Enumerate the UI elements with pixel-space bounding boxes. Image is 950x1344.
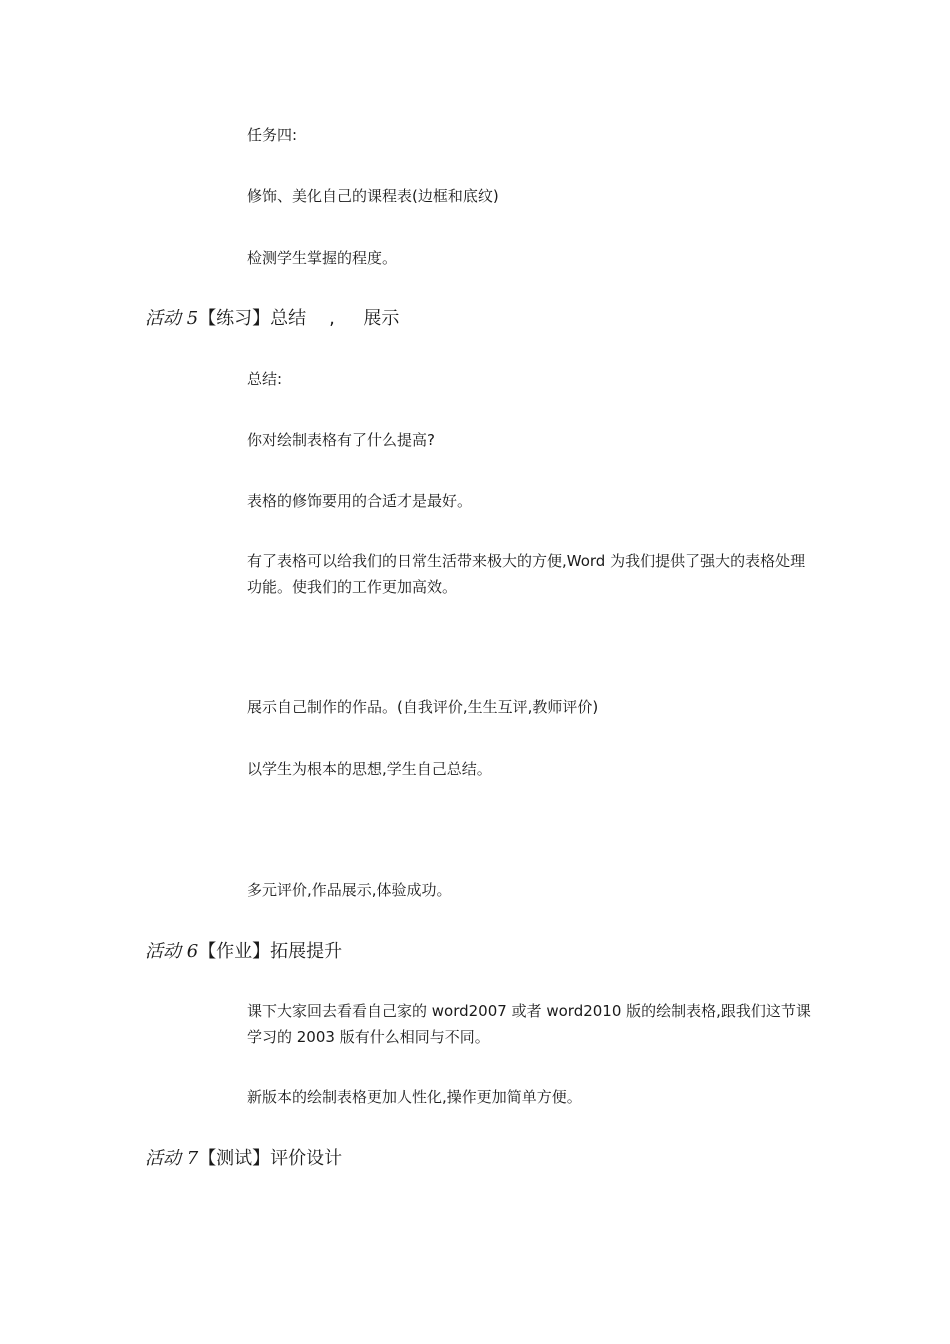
summary-label: 总结:	[247, 370, 283, 388]
summary-conclusion: 有了表格可以给我们的日常生活带来极大的方便,Word 为我们提供了强大的表格处理功能。使我们的工作更加高效。	[247, 552, 806, 596]
showcase-purpose: 以学生为根本的思想,学生自己总结。	[247, 760, 492, 778]
homework-text: 课下大家回去看看自己家的 word2007 或者 word2010 版的绘制表格,跟我们这节课学习的 2003 版有什么相同与不同。	[247, 1002, 811, 1046]
summary-point: 表格的修饰要用的合适才是最好。	[247, 492, 473, 510]
activity-6-heading	[145, 938, 342, 966]
task-four-purpose: 检测学生掌握的程度。	[247, 249, 398, 267]
task-four-label: 任务四:	[247, 126, 298, 144]
activity-7-heading	[145, 1145, 342, 1173]
evaluation-text: 多元评价,作品展示,体验成功。	[247, 881, 452, 899]
activity-7-number: 活动 7	[145, 1148, 199, 1169]
activity-5-number: 活动 5	[145, 308, 199, 329]
homework-purpose: 新版本的绘制表格更加人性化,操作更加简单方便。	[247, 1088, 582, 1106]
summary-question: 你对绘制表格有了什么提高?	[247, 431, 435, 449]
activity-7-title: 【测试】评价设计	[198, 1148, 343, 1169]
activity-6-title: 【作业】拓展提升	[198, 941, 343, 962]
showcase-text: 展示自己制作的作品。(自我评价,生生互评,教师评价)	[247, 698, 599, 716]
activity-6-number: 活动 6	[145, 941, 199, 962]
activity-5-title: 【练习】总结 , 展示	[198, 308, 400, 329]
activity-5-heading	[145, 305, 399, 333]
task-four-description: 修饰、美化自己的课程表(边框和底纹)	[247, 187, 499, 205]
